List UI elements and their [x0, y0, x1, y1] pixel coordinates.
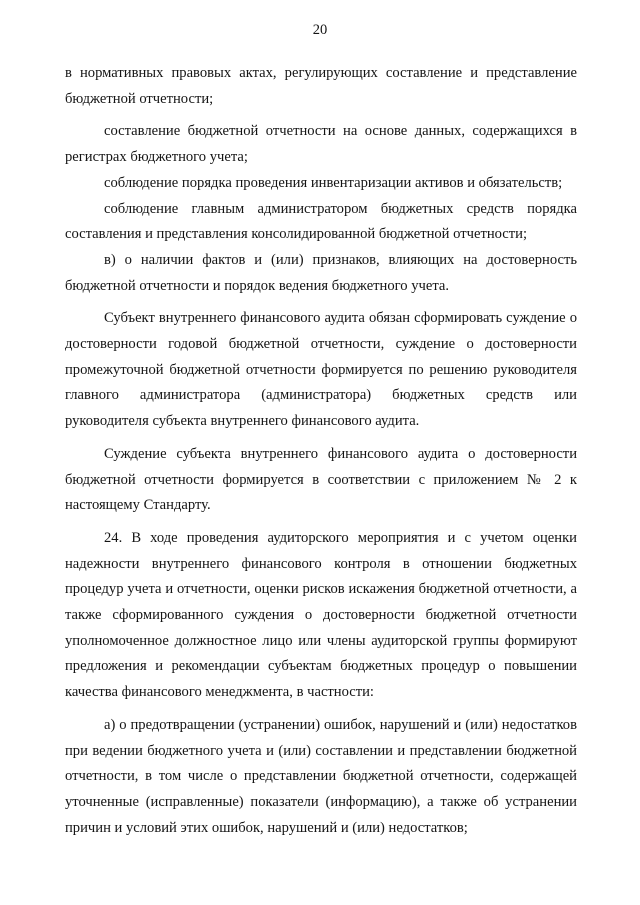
paragraph-3: соблюдение порядка проведения инвентаризации активов и обязательств; — [104, 174, 563, 191]
page-number: 20 — [312, 22, 328, 38]
paragraph-8: 24. В ходе проведения аудиторского мероприятия и с учетом оценки надежности внутреннего финансового контроля в отношении бюджетных процедур учета и отчетности, оценки рисков искажения бюджетной отчетности, а также сформированного суждения о достоверности бюджетной отчетности уполномоченное должностное лицо или члены аудиторской группы формируют предложения и рекомендации субъектам бюджетных процедур о повышении качества финансового менеджмента, в частности: — [65, 529, 577, 701]
paragraph-1: в нормативных правовых актах, регулирующих составление и представление бюджетной отчетности; — [65, 65, 577, 107]
paragraph-9: а) о предотвращении (устранении) ошибок, нарушений и (или) недостатков при ведении бюджетного учета и (или) составлении и представлении бюджетной отчетности, в том числе о представлении бюджетной отчетности, содержащей уточненные (исправленные) показатели (информацию), а также об устранении причин и условий этих ошибок, нарушений и (или) недостатков; — [65, 716, 577, 836]
paragraph-5: в) о наличии фактов и (или) признаков, влияющих на достоверность бюджетной отчетности и порядок ведения бюджетного учета. — [65, 251, 577, 294]
paragraph-7: Суждение субъекта внутреннего финансового аудита о достоверности бюджетной отчетности формируется в соответствии с приложением № 2 к настоящему Стандарту. — [65, 445, 577, 514]
paragraph-2: составление бюджетной отчетности на основе данных, содержащихся в регистрах бюджетного учета; — [65, 123, 577, 166]
document-body — [65, 61, 577, 841]
paragraph-6: Субъект внутреннего финансового аудита обязан сформировать суждение о достоверности годовой бюджетной отчетности, суждение о достоверности промежуточной бюджетной отчетности формируется по решению руководителя главного администратора (администратора) бюджетных средств или руководителя субъекта внутреннего финансового аудита. — [65, 310, 577, 430]
paragraph-4: соблюдение главным администратором бюджетных средств порядка составления и представления консолидированной бюджетной отчетности; — [65, 200, 577, 243]
